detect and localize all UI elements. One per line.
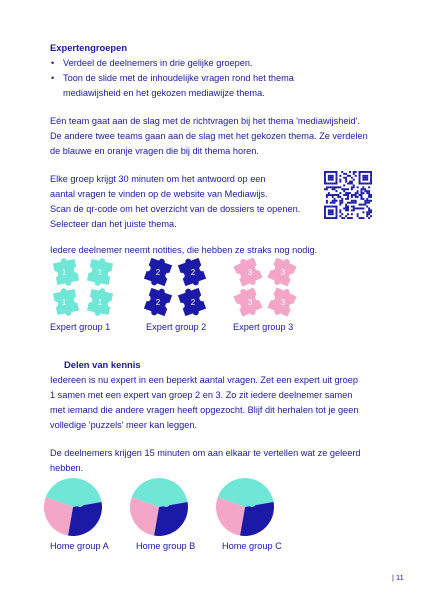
svg-text:3: 3 [247, 268, 253, 277]
text-line: aantal vragen te vinden op de website van Mediawijs. [50, 189, 268, 199]
expert-group-2-label: Expert group 2 [146, 322, 207, 332]
puzzle-knob [76, 499, 84, 507]
home-groups-illustration [40, 474, 300, 542]
qr-code-icon[interactable] [324, 171, 372, 219]
page-number: | 11 [392, 573, 404, 582]
svg-text:1: 1 [97, 298, 103, 307]
svg-text:3: 3 [280, 268, 286, 277]
home-group-c-label: Home group C [222, 541, 282, 551]
bullet-item: • Toon de slide met de inhoudelijke vragen rond het thema mediawijsheid en het gekozen mediawijze thema. [50, 71, 350, 101]
expert-group-2-pieces [143, 258, 207, 319]
paragraph-time-and-website [50, 172, 310, 232]
home-group-a-label: Home group A [50, 541, 109, 551]
text-line: Elke groep krijgt 30 minuten om het antwoord op een [50, 174, 266, 184]
puzzle-knob [78, 515, 86, 523]
expert-group-1-label: Expert group 1 [50, 322, 111, 332]
svg-text:2: 2 [190, 298, 196, 307]
svg-text:2: 2 [155, 268, 161, 277]
puzzle-knob [248, 499, 256, 507]
paragraph-team-assignment: Eén team gaat aan de slag met de richtvragen bij het thema 'mediawijsheid'. De andere twee teams gaan aan de slag met het gekozen thema. Ze verdelen de blauwe en oranje vragen die bij dit thema horen. [50, 116, 368, 156]
home-group-c-puzzle [216, 478, 274, 536]
svg-text:1: 1 [97, 268, 103, 277]
home-group-b-puzzle [130, 478, 188, 536]
svg-text:3: 3 [247, 298, 253, 307]
home-group-b-label: Home group B [136, 541, 196, 551]
bullet-item: • Verdeel de deelnemers in drie gelijke groepen. [50, 56, 350, 71]
paragraph-fifteen-minutes: De deelnemers krijgen 15 minuten om aan elkaar te vertellen wat ze geleerd hebben. [50, 448, 361, 473]
paragraph-notes: Iedere deelnemer neemt notities, die hebben ze straks nog nodig. [50, 245, 318, 255]
paragraph-sharing-knowledge: Iedereen is nu expert in een beperkt aantal vragen. Zet een expert uit groep 1 samen met een expert van groep 2 en 3. Zo zit iedere deelnemer samen met iemand die andere vragen heeft opgezocht. Blijf dit herhalen tot je geen volledige 'puzzels' meer kan leggen. [50, 375, 359, 430]
puzzle-knob [235, 512, 243, 520]
puzzle-knob [250, 515, 258, 523]
puzzle-knob [149, 512, 157, 520]
home-group-a-puzzle [44, 478, 102, 536]
svg-text:1: 1 [61, 268, 67, 277]
puzzle-knob [63, 512, 71, 520]
svg-text:2: 2 [190, 268, 196, 277]
section-heading-expertengroepen: Expertengroepen [50, 42, 128, 53]
svg-text:3: 3 [280, 298, 286, 307]
expert-group-1-pieces [52, 258, 113, 318]
svg-text:2: 2 [155, 298, 161, 307]
puzzle-knob [164, 515, 172, 523]
text-line: Selecteer dan het juiste thema. [50, 219, 177, 229]
expert-groups-illustration [40, 258, 380, 320]
svg-text:1: 1 [61, 298, 67, 307]
puzzle-knob [162, 499, 170, 507]
instruction-bullets [50, 56, 350, 101]
expert-group-3-pieces [232, 258, 298, 319]
expert-group-3-label: Expert group 3 [233, 322, 294, 332]
section-heading-delen-van-kennis: Delen van kennis [64, 359, 141, 370]
text-line: Scan de qr-code om het overzicht van de dossiers te openen. [50, 204, 301, 214]
